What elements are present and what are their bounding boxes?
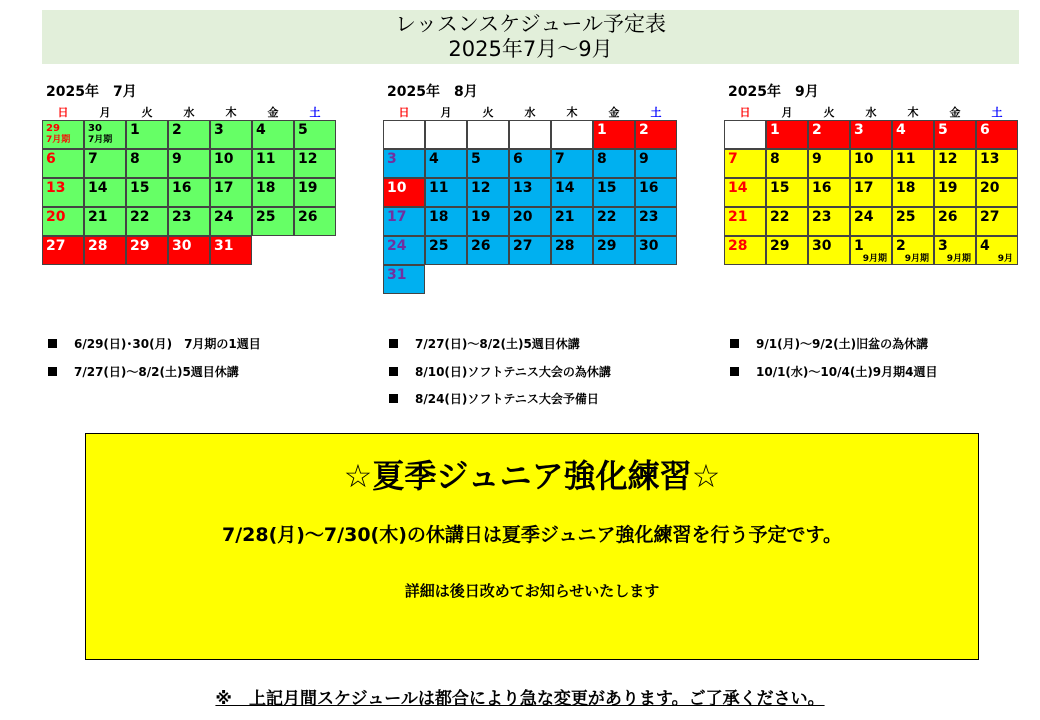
day-number: 18	[429, 209, 449, 225]
schedule-header	[42, 10, 1019, 64]
day-number: 17	[387, 209, 407, 225]
day-number: 9	[172, 151, 182, 167]
day-number: 7	[555, 151, 565, 167]
day-number: 6	[980, 122, 990, 138]
day-number: 11	[256, 151, 276, 167]
calendar-day-cell	[252, 207, 294, 236]
day-number: 8	[130, 151, 140, 167]
bullet-square-icon	[730, 339, 739, 348]
day-number: 20	[46, 209, 66, 225]
calendar-day-cell	[509, 120, 551, 149]
day-period-label: 7月期	[88, 135, 113, 145]
calendar-day-cell	[252, 149, 294, 178]
day-number: 12	[938, 151, 958, 167]
calendar-day-cell	[210, 120, 252, 149]
day-number: 11	[429, 180, 449, 196]
calendar-day-cell	[383, 265, 425, 294]
calendar-day-cell	[850, 120, 892, 149]
calendar-day-cell	[635, 149, 677, 178]
day-number: 23	[812, 209, 832, 225]
day-period-label: 9月期	[904, 254, 929, 264]
day-number: 21	[728, 209, 748, 225]
weekday-label: 火	[141, 106, 153, 119]
calendar-day-cell	[467, 236, 509, 265]
day-number: 31	[214, 238, 234, 254]
weekday-label: 金	[949, 106, 961, 119]
note-item	[48, 337, 261, 351]
calendar-grid	[42, 120, 336, 265]
weekday-label: 土	[650, 106, 662, 119]
day-number: 8	[597, 151, 607, 167]
weekday-label: 土	[991, 106, 1003, 119]
day-number: 1	[597, 122, 607, 138]
footer-notice	[0, 688, 1040, 710]
calendar-day-cell	[383, 149, 425, 178]
weekday-row	[383, 102, 677, 118]
weekday-row	[42, 102, 336, 118]
day-number: 13	[46, 180, 66, 196]
day-number: 30	[639, 238, 659, 254]
day-number: 23	[639, 209, 659, 225]
calendar-day-cell	[551, 149, 593, 178]
bullet-square-icon	[48, 367, 57, 376]
bullet-square-icon	[389, 367, 398, 376]
weekday-label: 月	[781, 106, 793, 119]
day-number: 26	[938, 209, 958, 225]
day-number: 21	[555, 209, 575, 225]
calendar-day-cell	[126, 236, 168, 265]
calendar-day-cell	[42, 207, 84, 236]
weekday-label: 水	[865, 106, 877, 119]
day-number: 28	[88, 238, 108, 254]
calendar-day-cell	[467, 207, 509, 236]
calendar-day-cell	[42, 149, 84, 178]
day-number: 30	[172, 238, 192, 254]
calendar-day-cell	[210, 178, 252, 207]
junior-training-banner	[85, 433, 979, 660]
day-number: 19	[938, 180, 958, 196]
calendar-day-cell	[168, 149, 210, 178]
day-number: 21	[88, 209, 108, 225]
calendar-day-cell	[425, 236, 467, 265]
calendar-day-cell	[892, 207, 934, 236]
day-number: 25	[896, 209, 916, 225]
day-number: 29	[46, 123, 60, 134]
calendar-day-cell	[934, 149, 976, 178]
note-text: 6/29(日)･30(月) 7月期の1週目	[74, 337, 261, 351]
day-number: 9	[639, 151, 649, 167]
day-number: 2	[172, 122, 182, 138]
weekday-label: 金	[608, 106, 620, 119]
calendar-day-cell	[467, 149, 509, 178]
calendar-day-cell	[724, 149, 766, 178]
calendar-day-cell	[252, 178, 294, 207]
day-number: 18	[896, 180, 916, 196]
day-number: 29	[130, 238, 150, 254]
day-number: 12	[298, 151, 318, 167]
weekday-label: 水	[183, 106, 195, 119]
note-item	[389, 365, 611, 379]
day-number: 4	[256, 122, 266, 138]
day-number: 18	[256, 180, 276, 196]
calendar-day-cell	[976, 207, 1018, 236]
day-number: 3	[214, 122, 224, 138]
calendar-day-cell	[635, 207, 677, 236]
calendar-title: 2025年 9月	[728, 84, 819, 100]
calendar-day-cell	[808, 207, 850, 236]
day-number: 10	[854, 151, 874, 167]
calendar-day-cell	[766, 149, 808, 178]
calendar-day-cell	[724, 178, 766, 207]
day-number: 27	[46, 238, 66, 254]
calendar-day-cell	[934, 236, 976, 265]
weekday-label: 火	[823, 106, 835, 119]
calendar-day-cell	[976, 178, 1018, 207]
calendar-day-cell	[551, 236, 593, 265]
day-number: 22	[597, 209, 617, 225]
day-period-label: 9月期	[862, 254, 887, 264]
header-period: 2025年7月～9月	[448, 37, 613, 61]
calendar-day-cell	[84, 149, 126, 178]
day-number: 20	[513, 209, 533, 225]
calendar-day-cell	[509, 178, 551, 207]
calendar-grid	[724, 120, 1018, 265]
banner-body: 7/28(月)～7/30(木)の休講日は夏季ジュニア強化練習を行う予定です。	[221, 524, 843, 546]
note-item	[389, 337, 580, 351]
day-number: 16	[639, 180, 659, 196]
note-item	[730, 337, 928, 351]
weekday-label: 月	[440, 106, 452, 119]
calendar-day-cell	[42, 236, 84, 265]
day-number: 22	[770, 209, 790, 225]
day-number: 4	[429, 151, 439, 167]
day-number: 15	[597, 180, 617, 196]
day-number: 2	[812, 122, 822, 138]
calendar-day-cell	[808, 149, 850, 178]
calendar-day-cell	[210, 207, 252, 236]
calendar-day-cell	[635, 178, 677, 207]
calendar-day-cell	[892, 120, 934, 149]
note-text: 10/1(水)～10/4(土)9月期4週目	[756, 365, 938, 379]
calendar-day-cell	[168, 178, 210, 207]
calendar-day-cell	[425, 207, 467, 236]
calendar-day-cell	[850, 149, 892, 178]
day-number: 28	[555, 238, 575, 254]
calendar-day-cell	[593, 120, 635, 149]
day-number: 19	[471, 209, 491, 225]
day-number: 29	[597, 238, 617, 254]
day-number: 1	[130, 122, 140, 138]
calendar-day-cell	[84, 207, 126, 236]
calendar-day-cell	[593, 178, 635, 207]
calendar-day-cell	[126, 178, 168, 207]
day-number: 1	[854, 238, 864, 254]
calendar-day-cell	[808, 120, 850, 149]
calendar-day-cell	[808, 178, 850, 207]
calendar-day-cell	[766, 236, 808, 265]
weekday-label: 日	[57, 106, 69, 119]
calendar-day-cell	[126, 207, 168, 236]
calendar-day-cell	[168, 120, 210, 149]
bullet-square-icon	[730, 367, 739, 376]
day-number: 10	[214, 151, 234, 167]
calendar-day-cell	[850, 178, 892, 207]
calendar-day-cell	[934, 120, 976, 149]
calendar-day-cell	[168, 236, 210, 265]
calendar-day-cell	[724, 120, 766, 149]
day-number: 24	[854, 209, 874, 225]
banner-title: ☆夏季ジュニア強化練習☆	[343, 457, 721, 495]
calendar-july	[42, 82, 336, 265]
weekday-label: 火	[482, 106, 494, 119]
calendar-day-cell	[551, 120, 593, 149]
calendar-august	[383, 82, 677, 294]
day-number: 16	[812, 180, 832, 196]
note-text: 9/1(月)～9/2(土)旧盆の為休講	[756, 337, 929, 351]
calendar-day-cell	[509, 207, 551, 236]
calendar-day-cell	[294, 207, 336, 236]
calendar-day-cell	[467, 178, 509, 207]
calendar-day-cell	[294, 178, 336, 207]
banner-detail: 詳細は後日改めてお知らせいたします	[404, 582, 660, 600]
calendar-day-cell	[252, 120, 294, 149]
day-number: 14	[88, 180, 108, 196]
weekday-label: 木	[907, 106, 919, 119]
day-number: 27	[513, 238, 533, 254]
day-number: 7	[728, 151, 738, 167]
day-period-label: 7月期	[46, 135, 71, 145]
calendar-day-cell	[892, 178, 934, 207]
day-number: 26	[471, 238, 491, 254]
calendar-day-cell	[724, 207, 766, 236]
note-item	[389, 392, 599, 406]
day-number: 13	[513, 180, 533, 196]
calendar-day-cell	[425, 120, 467, 149]
day-number: 6	[46, 151, 56, 167]
header-title: レッスンスケジュール予定表	[395, 12, 666, 36]
day-number: 14	[555, 180, 575, 196]
calendar-day-cell	[593, 207, 635, 236]
note-text: 7/27(日)～8/2(土)5週目休講	[415, 337, 580, 351]
day-number: 17	[854, 180, 874, 196]
day-period-label: 9月	[997, 254, 1013, 264]
day-number: 1	[770, 122, 780, 138]
weekday-label: 日	[739, 106, 751, 119]
calendar-day-cell	[850, 236, 892, 265]
calendar-day-cell	[892, 149, 934, 178]
day-number: 19	[298, 180, 318, 196]
calendar-day-cell	[635, 236, 677, 265]
calendar-day-cell	[383, 178, 425, 207]
bullet-square-icon	[48, 339, 57, 348]
day-number: 3	[938, 238, 948, 254]
calendar-day-cell	[808, 236, 850, 265]
day-number: 9	[812, 151, 822, 167]
day-number: 14	[728, 180, 748, 196]
bullet-square-icon	[389, 339, 398, 348]
calendar-day-cell	[976, 120, 1018, 149]
calendar-day-cell	[635, 120, 677, 149]
day-number: 30	[812, 238, 832, 254]
calendar-day-cell	[766, 178, 808, 207]
calendar-day-cell	[168, 207, 210, 236]
day-number: 5	[471, 151, 481, 167]
calendar-day-cell	[766, 207, 808, 236]
calendar-day-cell	[42, 120, 84, 149]
day-number: 15	[130, 180, 150, 196]
day-number: 30	[88, 123, 102, 134]
weekday-label: 日	[398, 106, 410, 119]
weekday-label: 土	[309, 106, 321, 119]
calendar-day-cell	[210, 149, 252, 178]
calendar-day-cell	[425, 178, 467, 207]
day-number: 27	[980, 209, 1000, 225]
day-period-label: 9月期	[946, 254, 971, 264]
calendar-day-cell	[551, 207, 593, 236]
calendar-september	[724, 82, 1018, 265]
day-number: 2	[896, 238, 906, 254]
day-number: 15	[770, 180, 790, 196]
day-number: 2	[639, 122, 649, 138]
calendar-day-cell	[294, 120, 336, 149]
day-number: 11	[896, 151, 916, 167]
day-number: 24	[387, 238, 407, 254]
calendar-title: 2025年 8月	[387, 84, 478, 100]
calendar-day-cell	[126, 149, 168, 178]
calendar-day-cell	[467, 120, 509, 149]
day-number: 28	[728, 238, 748, 254]
calendar-grid	[383, 120, 677, 294]
weekday-label: 木	[225, 106, 237, 119]
day-number: 8	[770, 151, 780, 167]
calendar-day-cell	[724, 236, 766, 265]
day-number: 25	[256, 209, 276, 225]
day-number: 25	[429, 238, 449, 254]
day-number: 5	[298, 122, 308, 138]
calendar-day-cell	[383, 207, 425, 236]
weekday-label: 木	[566, 106, 578, 119]
footer-text: ※ 上記月間スケジュールは都合により急な変更があります。ご了承ください。	[215, 689, 825, 709]
day-number: 20	[980, 180, 1000, 196]
day-number: 13	[980, 151, 1000, 167]
calendar-day-cell	[892, 236, 934, 265]
calendar-day-cell	[850, 207, 892, 236]
day-number: 26	[298, 209, 318, 225]
day-number: 5	[938, 122, 948, 138]
calendar-day-cell	[934, 178, 976, 207]
calendar-day-cell	[976, 149, 1018, 178]
calendar-day-cell	[593, 149, 635, 178]
note-item	[48, 365, 239, 379]
day-number: 22	[130, 209, 150, 225]
calendar-day-cell	[126, 120, 168, 149]
calendar-day-cell	[593, 236, 635, 265]
calendar-day-cell	[294, 149, 336, 178]
note-text: 8/24(日)ソフトテニス大会予備日	[415, 392, 599, 406]
weekday-label: 水	[524, 106, 536, 119]
calendar-day-cell	[383, 120, 425, 149]
day-number: 23	[172, 209, 192, 225]
calendar-day-cell	[84, 178, 126, 207]
day-number: 10	[387, 180, 407, 196]
note-text: 7/27(日)～8/2(土)5週目休講	[74, 365, 239, 379]
day-number: 4	[980, 238, 990, 254]
calendar-day-cell	[934, 207, 976, 236]
calendar-day-cell	[84, 120, 126, 149]
weekday-row	[724, 102, 1018, 118]
day-number: 29	[770, 238, 790, 254]
calendar-day-cell	[42, 178, 84, 207]
day-number: 16	[172, 180, 192, 196]
calendar-day-cell	[425, 149, 467, 178]
calendar-title: 2025年 7月	[46, 84, 137, 100]
day-number: 17	[214, 180, 234, 196]
day-number: 31	[387, 267, 407, 283]
calendar-day-cell	[509, 149, 551, 178]
day-number: 6	[513, 151, 523, 167]
bullet-square-icon	[389, 394, 398, 403]
day-number: 3	[854, 122, 864, 138]
calendar-day-cell	[976, 236, 1018, 265]
calendar-day-cell	[383, 236, 425, 265]
day-number: 4	[896, 122, 906, 138]
day-number: 24	[214, 209, 234, 225]
weekday-label: 金	[267, 106, 279, 119]
calendar-day-cell	[210, 236, 252, 265]
calendar-day-cell	[551, 178, 593, 207]
note-item	[730, 365, 938, 379]
day-number: 7	[88, 151, 98, 167]
weekday-label: 月	[99, 106, 111, 119]
calendar-day-cell	[84, 236, 126, 265]
calendar-day-cell	[766, 120, 808, 149]
day-number: 12	[471, 180, 491, 196]
calendar-day-cell	[509, 236, 551, 265]
note-text: 8/10(日)ソフトテニス大会の為休講	[415, 365, 611, 379]
day-number: 3	[387, 151, 397, 167]
